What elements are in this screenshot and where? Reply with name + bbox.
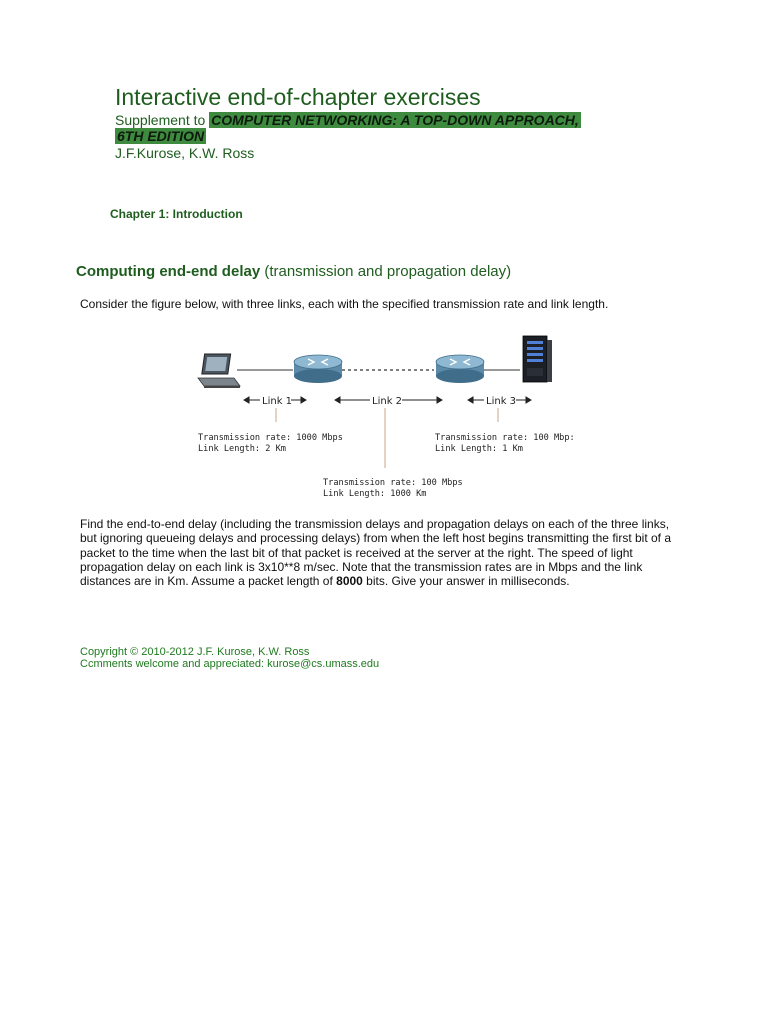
intro-text: Consider the figure below, with three links, each with the specified transmission rate and link length. <box>80 297 609 311</box>
supplement-line <box>115 111 581 129</box>
router-icon <box>294 355 342 383</box>
link3-length: Link Length: 1 Km <box>435 444 523 454</box>
laptop-icon <box>198 354 240 388</box>
question-part2: bits. Give your answer in milliseconds. <box>362 574 570 589</box>
router-icon <box>436 355 484 383</box>
link1-length: Link Length: 2 Km <box>198 444 286 454</box>
comments-text: Ccmments welcome and appreciated: kurose@cs.umass.edu <box>80 657 380 670</box>
section-heading <box>76 263 511 280</box>
link1-rate: Transmission rate: 1000 Mbps <box>198 433 343 443</box>
section-heading-bold: Computing end-end delay <box>76 263 261 280</box>
book-title-line2-wrap <box>115 128 206 144</box>
link3-label: Link 3 <box>486 396 517 407</box>
book-title-line1: COMPUTER NETWORKING: A TOP-DOWN APPROACH, <box>211 112 579 128</box>
link2-rate: Transmission rate: 100 Mbps <box>323 478 463 488</box>
packet-length-value: 8000 <box>336 574 363 589</box>
question-text <box>80 517 688 588</box>
chapter-title: Chapter 1: Introduction <box>110 207 243 221</box>
section-heading-rest: (transmission and propagation delay) <box>260 263 512 280</box>
link2-label: Link 2 <box>372 396 403 407</box>
book-title-line2: 6TH EDITION <box>117 128 205 144</box>
question-part1: Find the end-to-end delay (including the transmission delays and propagation delays on each of the three links, but ignoring queueing delays and processing delays) from when the left host begins transmitting the first bit of a packet to the time when the last bit of that packet is received at the server at the right. The speed of light propagation delay on each link is 3x10**8 m/sec. Note that the transmission rates are in Mbps and the link distances are in Km. Assume a packet length of <box>80 517 672 589</box>
link2-length: Link Length: 1000 Km <box>323 489 427 499</box>
footer <box>80 647 379 670</box>
page-title: Interactive end-of-chapter exercises <box>115 84 481 110</box>
link3-rate: Transmission rate: 100 Mbp: <box>435 433 575 443</box>
supplement-prefix: Supplement to <box>115 112 210 128</box>
server-icon <box>523 336 552 382</box>
link1-label: Link 1 <box>262 396 293 407</box>
network-figure <box>190 330 590 500</box>
authors: J.F.Kurose, K.W. Ross <box>115 145 255 161</box>
copyright-text: Copyright © 2010-2012 J.F. Kurose, K.W. Ross <box>80 646 310 658</box>
